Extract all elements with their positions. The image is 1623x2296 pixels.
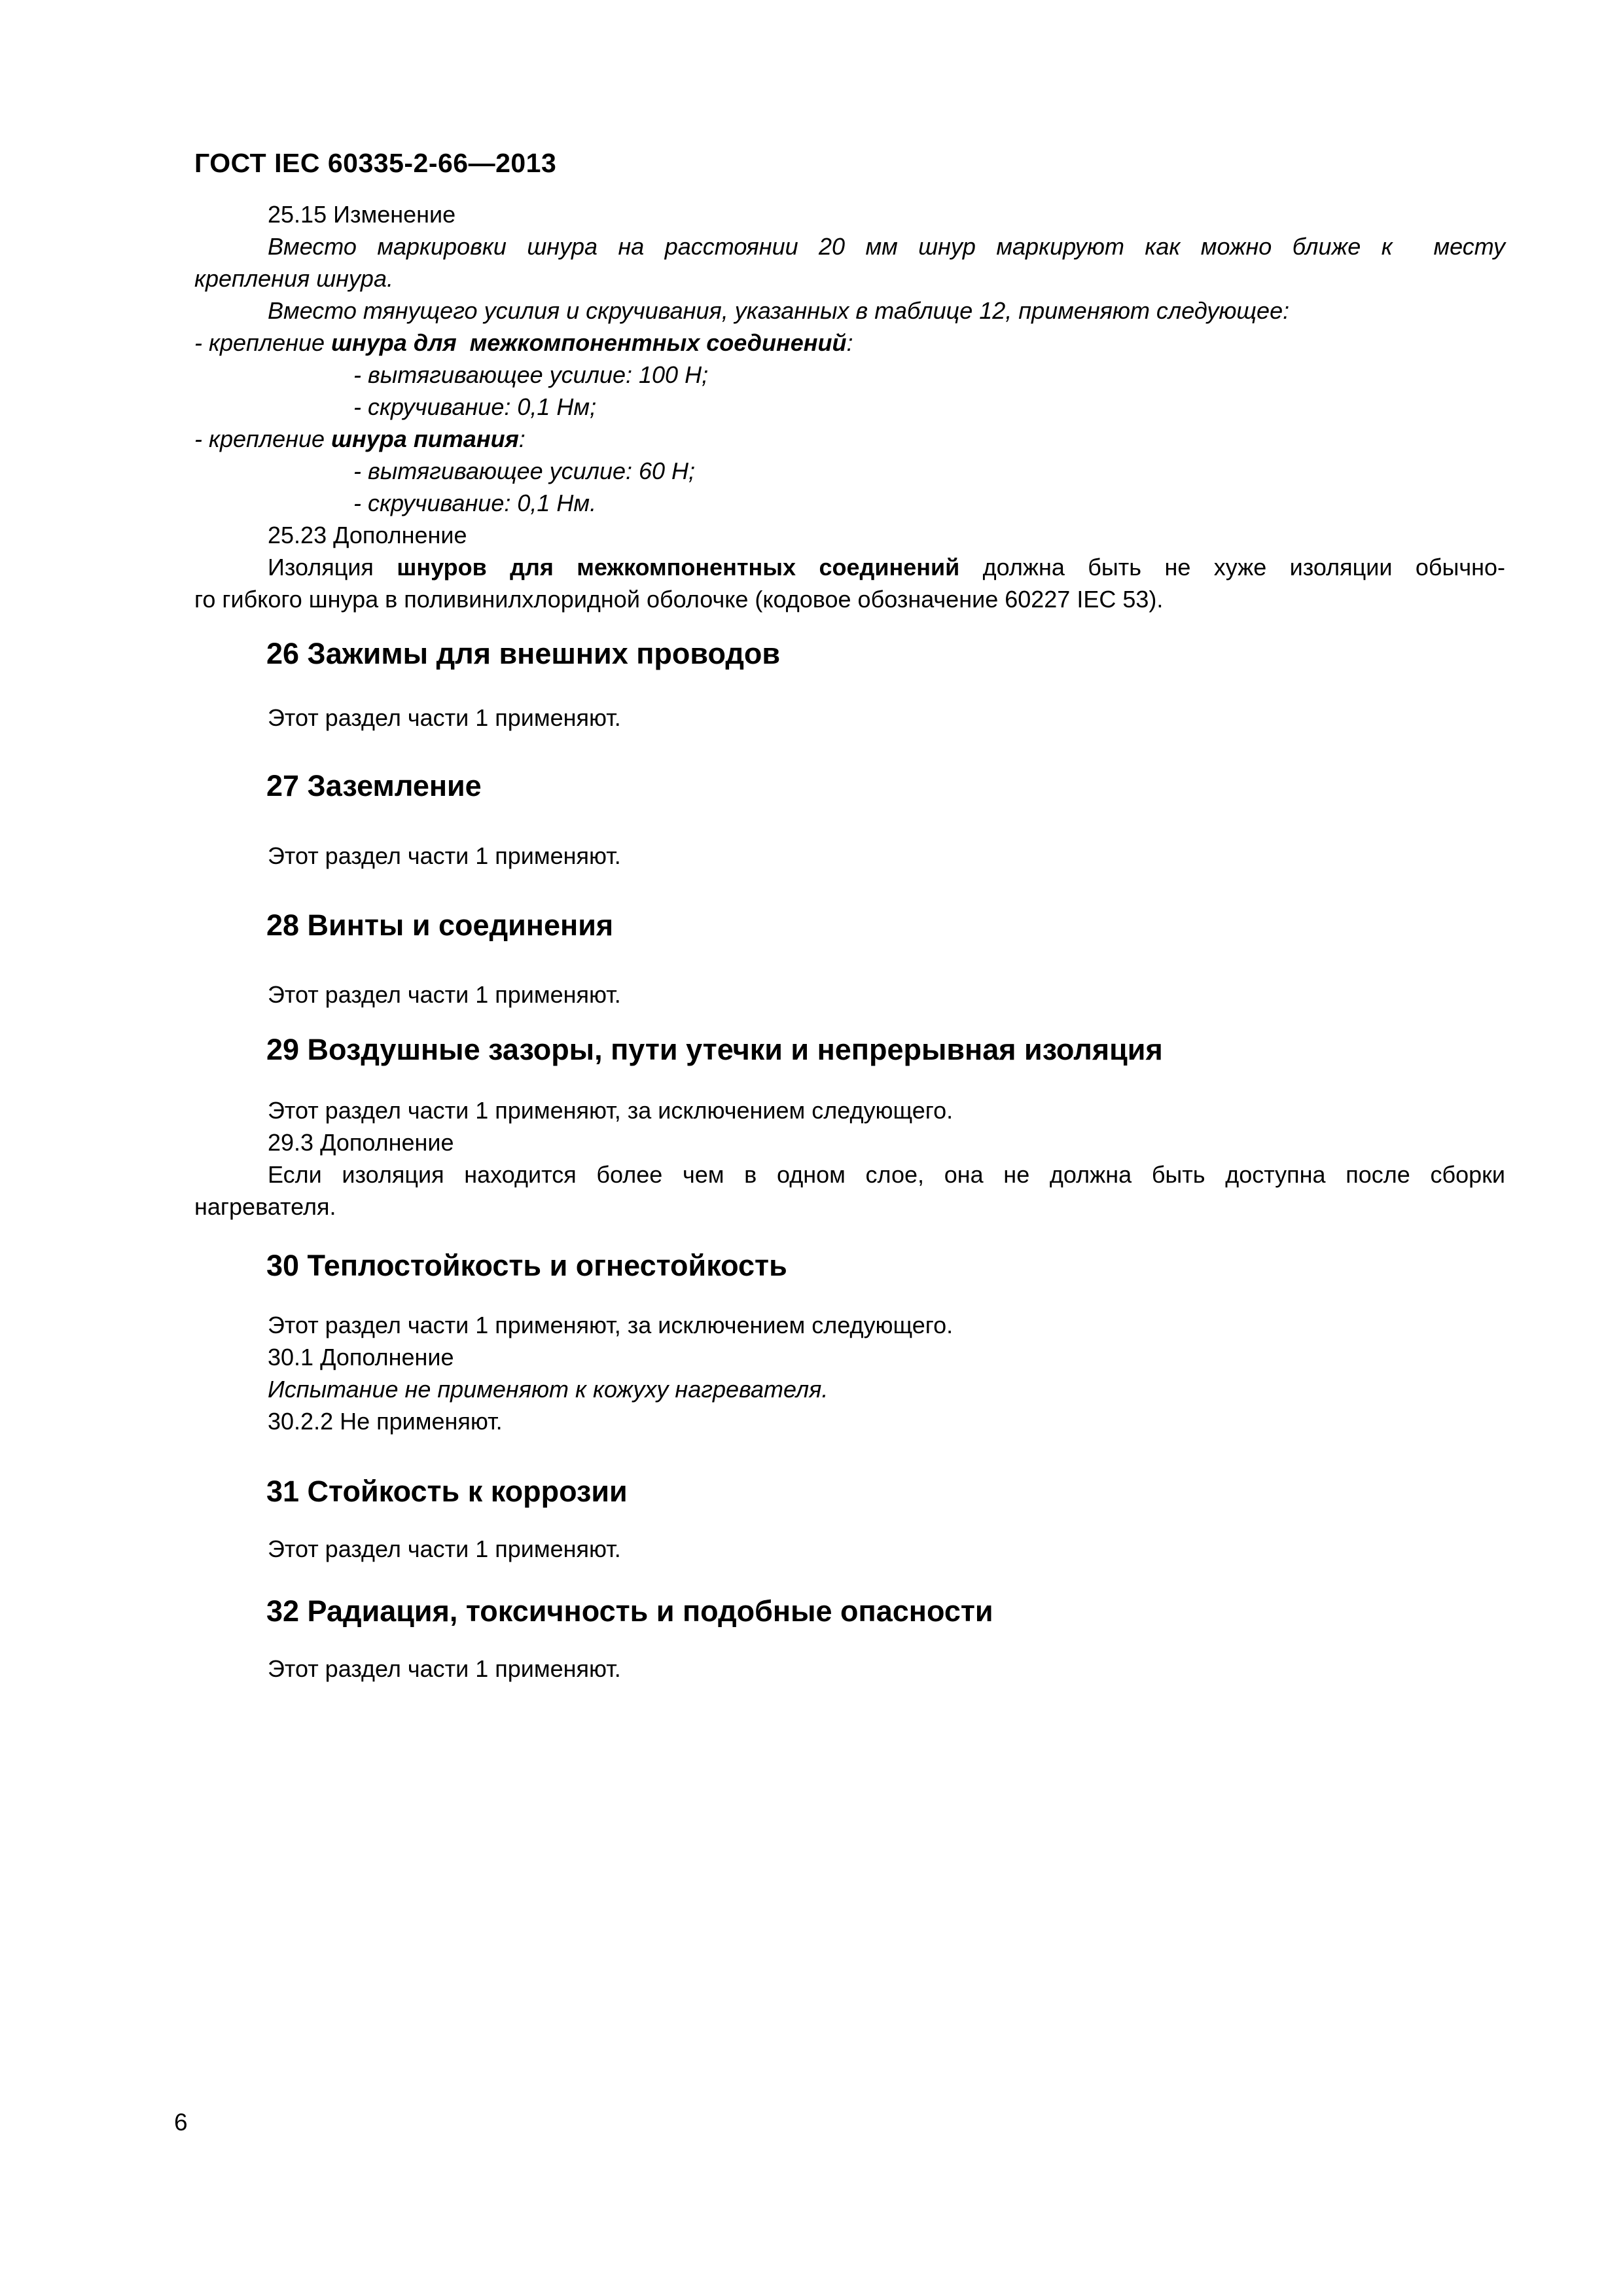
paragraph-text: должна быть не хуже изоляции обычно- [959, 554, 1506, 581]
document-header: ГОСТ IEC 60335-2-66—2013 [194, 148, 557, 178]
clause-25-15-paragraph-2: Вместо тянущего усилия и скручивания, указанных в таблице 12, применяют следующее: [268, 297, 1290, 324]
list-item-bold-text: шнура для межкомпонентных соединений [331, 329, 847, 356]
section-29-body [194, 1094, 1505, 1223]
section-30-heading: 30 Теплостойкость и огнестойкость [266, 1249, 787, 1282]
section-27-heading: 27 Заземление [266, 769, 482, 802]
list-item-text: : [518, 425, 526, 452]
section-27-paragraph: Этот раздел части 1 применяют. [268, 842, 621, 869]
list-item-text: - крепление [194, 425, 332, 452]
list-subitem-pull-force-60: - вытягивающее усилие: 60 Н; [353, 457, 696, 484]
clause-25-15-paragraph-line-1: Вместо маркировки шнура на расстоянии 20 мм шнур маркируют как можно ближе к месту [268, 233, 1505, 260]
clause-29-3-paragraph-line-1: Если изоляция находится более чем в одном слое, она не должна быть доступна после сборки [268, 1161, 1505, 1188]
list-item-supply-cord [194, 423, 1505, 455]
list-item-text: : [846, 329, 853, 356]
clause-25-23-paragraph-line-1 [194, 551, 1505, 583]
clause-30-1-paragraph: Испытание не применяют к кожуху нагревателя. [268, 1376, 829, 1403]
clause-25-23-paragraph-line-2: го гибкого шнура в поливинилхлоридной оболочке (кодовое обозначение 60227 IEC 53). [194, 586, 1164, 613]
list-subitem-torque-01b: - скручивание: 0,1 Нм. [353, 490, 597, 516]
list-subitem-torque-01a: - скручивание: 0,1 Нм; [353, 393, 597, 420]
section-29-heading: 29 Воздушные зазоры, пути утечки и непрерывная изоляция [266, 1033, 1163, 1066]
clause-25-15-paragraph-line-2: крепления шнура. [194, 265, 393, 292]
clause-30-1-title: 30.1 Дополнение [268, 1344, 454, 1371]
paragraph-bold-text: шнуров для межкомпонентных соединений [397, 554, 960, 581]
section-32-heading: 32 Радиация, токсичность и подобные опасности [266, 1594, 993, 1628]
section-30-paragraph-1: Этот раздел части 1 применяют, за исключением следующего. [268, 1312, 954, 1338]
section-31-body [194, 1533, 1505, 1565]
section-28-body [194, 978, 1505, 1011]
clause-29-3-paragraph-line-2: нагревателя. [194, 1193, 336, 1220]
section-31-heading: 31 Стойкость к коррозии [266, 1475, 628, 1508]
clause-25-15-title: 25.15 Изменение [268, 201, 456, 228]
section-26-paragraph: Этот раздел части 1 применяют. [268, 704, 621, 731]
list-subitem-pull-force-100: - вытягивающее усилие: 100 Н; [353, 361, 709, 388]
section-26-heading: 26 Зажимы для внешних проводов [266, 637, 781, 670]
page-number: 6 [174, 2109, 188, 2136]
clause-30-2-2-paragraph: 30.2.2 Не применяют. [268, 1408, 503, 1435]
section-31-paragraph: Этот раздел части 1 применяют. [268, 1535, 621, 1562]
section-27-body [194, 840, 1505, 872]
paragraph-text: Изоляция [268, 554, 397, 581]
clause-25-23-title: 25.23 Дополнение [268, 522, 467, 548]
section-28-heading: 28 Винты и соединения [266, 908, 614, 942]
list-item-text: - крепление [194, 329, 332, 356]
clause-29-3-title: 29.3 Дополнение [268, 1129, 454, 1156]
section-29-paragraph-1: Этот раздел части 1 применяют, за исключением следующего. [268, 1097, 954, 1124]
section-26-body [194, 702, 1505, 734]
section-30-body [194, 1309, 1505, 1437]
section-32-paragraph: Этот раздел части 1 применяют. [268, 1655, 621, 1682]
list-item-bold-text: шнура питания [331, 425, 519, 452]
section-32-body [194, 1653, 1505, 1685]
clause-25-block [194, 198, 1505, 615]
section-28-paragraph: Этот раздел части 1 применяют. [268, 981, 621, 1008]
list-item-interconnect-cord [194, 327, 1505, 359]
